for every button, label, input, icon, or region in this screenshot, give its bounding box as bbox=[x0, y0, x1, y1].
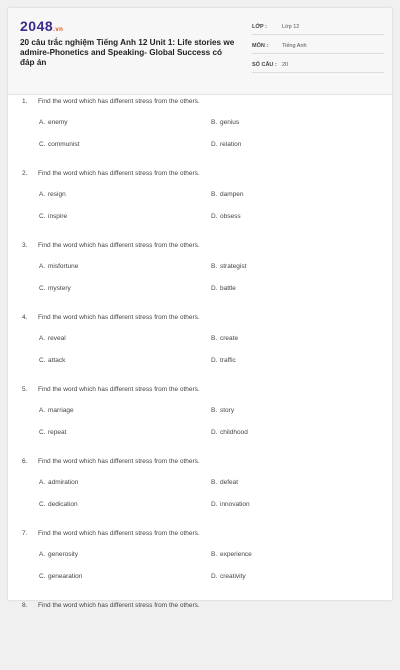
question-item bbox=[8, 238, 392, 310]
question-number: 7. bbox=[22, 529, 28, 537]
option-letter: B. bbox=[211, 478, 218, 486]
answer-option[interactable] bbox=[211, 404, 234, 416]
question-number: 2. bbox=[22, 169, 28, 177]
option-letter: B. bbox=[211, 406, 218, 414]
answer-option[interactable] bbox=[211, 354, 236, 366]
question-text: Find the word which has different stress from the others. bbox=[38, 313, 200, 321]
question-text: Find the word which has different stress from the others. bbox=[38, 457, 200, 465]
option-text: create bbox=[220, 334, 239, 342]
answer-option[interactable] bbox=[39, 116, 68, 128]
option-letter: A. bbox=[39, 406, 46, 414]
question-text: Find the word which has different stress from the others. bbox=[38, 385, 200, 393]
site-logo[interactable] bbox=[20, 18, 63, 34]
option-letter: D. bbox=[211, 500, 218, 508]
answer-option[interactable] bbox=[211, 498, 250, 510]
answer-option[interactable] bbox=[39, 476, 78, 488]
option-text: communist bbox=[48, 140, 80, 148]
option-text: creativity bbox=[220, 572, 246, 580]
question-number: 5. bbox=[22, 385, 28, 393]
option-text: marriage bbox=[48, 406, 74, 414]
option-text: experience bbox=[220, 550, 252, 558]
question-stem bbox=[22, 382, 200, 396]
answer-option[interactable] bbox=[39, 138, 79, 150]
option-text: genearation bbox=[48, 572, 83, 580]
option-letter: C. bbox=[39, 500, 46, 508]
logo-suffix: .vn bbox=[53, 27, 64, 33]
answer-option[interactable] bbox=[211, 332, 238, 344]
option-text: obsess bbox=[220, 212, 241, 220]
worksheet bbox=[8, 8, 392, 609]
answer-option[interactable] bbox=[39, 548, 78, 560]
answer-option[interactable] bbox=[211, 210, 241, 222]
question-number: 4. bbox=[22, 313, 28, 321]
meta-value: Tiếng Anh bbox=[282, 43, 307, 49]
option-letter: A. bbox=[39, 262, 46, 270]
option-letter: A. bbox=[39, 550, 46, 558]
answer-option[interactable] bbox=[39, 426, 66, 438]
answer-option[interactable] bbox=[39, 570, 82, 582]
question-text: Find the word which has different stress from the others. bbox=[38, 97, 200, 105]
page-title: 20 câu trắc nghiệm Tiếng Anh 12 Unit 1: Life stories we admire-Phonetics and Speaking- Global Success có đáp án bbox=[20, 38, 235, 67]
option-letter: A. bbox=[39, 118, 46, 126]
option-text: inspire bbox=[48, 212, 68, 220]
question-item bbox=[8, 310, 392, 382]
answer-option[interactable] bbox=[39, 354, 65, 366]
option-text: misfortune bbox=[48, 262, 79, 270]
meta-row-class bbox=[252, 20, 384, 35]
option-letter: C. bbox=[39, 572, 46, 580]
question-number: 6. bbox=[22, 457, 28, 465]
question-stem bbox=[22, 94, 200, 108]
option-letter: D. bbox=[211, 572, 218, 580]
meta-value: Lớp 12 bbox=[282, 24, 300, 30]
option-text: innovation bbox=[220, 500, 250, 508]
question-item bbox=[8, 598, 392, 670]
question-number: 3. bbox=[22, 241, 28, 249]
option-letter: C. bbox=[39, 284, 46, 292]
answer-option[interactable] bbox=[211, 138, 241, 150]
question-stem bbox=[22, 526, 200, 540]
option-letter: D. bbox=[211, 212, 218, 220]
option-text: dampen bbox=[220, 190, 244, 198]
option-letter: B. bbox=[211, 262, 218, 270]
option-letter: C. bbox=[39, 140, 46, 148]
meta-label: MÔN : bbox=[252, 43, 269, 49]
answer-option[interactable] bbox=[39, 210, 67, 222]
option-text: enemy bbox=[48, 118, 68, 126]
option-letter: B. bbox=[211, 334, 218, 342]
option-letter: D. bbox=[211, 356, 218, 364]
option-letter: C. bbox=[39, 212, 46, 220]
question-stem bbox=[22, 598, 200, 612]
question-stem bbox=[22, 238, 200, 252]
option-text: mystery bbox=[48, 284, 71, 292]
option-letter: D. bbox=[211, 284, 218, 292]
answer-option[interactable] bbox=[211, 476, 238, 488]
question-text: Find the word which has different stress from the others. bbox=[38, 601, 200, 609]
option-letter: D. bbox=[211, 140, 218, 148]
question-text: Find the word which has different stress from the others. bbox=[38, 169, 200, 177]
answer-option[interactable] bbox=[39, 404, 74, 416]
answer-option[interactable] bbox=[211, 260, 246, 272]
question-text: Find the word which has different stress from the others. bbox=[38, 529, 200, 537]
question-item bbox=[8, 454, 392, 526]
meta-value: 20 bbox=[282, 62, 289, 68]
option-text: traffic bbox=[220, 356, 236, 364]
answer-option[interactable] bbox=[39, 188, 66, 200]
option-text: repeat bbox=[48, 428, 67, 436]
option-text: childhood bbox=[220, 428, 248, 436]
meta-panel bbox=[252, 20, 384, 77]
option-text: genius bbox=[220, 118, 240, 126]
question-number: 8. bbox=[22, 601, 28, 609]
answer-option[interactable] bbox=[211, 426, 248, 438]
option-text: generosity bbox=[48, 550, 78, 558]
answer-option[interactable] bbox=[39, 332, 66, 344]
option-text: resign bbox=[48, 190, 66, 198]
meta-label: SỐ CÂU : bbox=[252, 62, 277, 68]
answer-option[interactable] bbox=[211, 188, 244, 200]
answer-option[interactable] bbox=[39, 260, 78, 272]
option-text: admiration bbox=[48, 478, 79, 486]
question-stem bbox=[22, 166, 200, 180]
question-number: 1. bbox=[22, 97, 28, 105]
question-text: Find the word which has different stress from the others. bbox=[38, 241, 200, 249]
question-item bbox=[8, 526, 392, 598]
option-letter: C. bbox=[39, 356, 46, 364]
option-letter: B. bbox=[211, 190, 218, 198]
option-letter: D. bbox=[211, 428, 218, 436]
meta-label: LỚP : bbox=[252, 24, 267, 30]
option-letter: A. bbox=[39, 478, 46, 486]
answer-option[interactable] bbox=[211, 282, 236, 294]
answer-option[interactable] bbox=[211, 116, 239, 128]
question-item bbox=[8, 382, 392, 454]
logo-text: 2048 bbox=[20, 18, 54, 34]
option-text: attack bbox=[48, 356, 66, 364]
question-stem bbox=[22, 454, 200, 468]
question-item bbox=[8, 166, 392, 238]
question-stem bbox=[22, 310, 200, 324]
answer-option[interactable] bbox=[39, 498, 78, 510]
option-text: story bbox=[220, 406, 235, 414]
answer-option[interactable] bbox=[211, 570, 246, 582]
option-letter: A. bbox=[39, 190, 46, 198]
question-item bbox=[8, 94, 392, 166]
option-text: reveal bbox=[48, 334, 66, 342]
option-text: dedication bbox=[48, 500, 78, 508]
option-letter: A. bbox=[39, 334, 46, 342]
answer-option[interactable] bbox=[211, 548, 252, 560]
option-text: relation bbox=[220, 140, 242, 148]
option-letter: B. bbox=[211, 118, 218, 126]
meta-row-subject bbox=[252, 39, 384, 54]
meta-row-count bbox=[252, 58, 384, 73]
option-text: battle bbox=[220, 284, 236, 292]
option-text: defeat bbox=[220, 478, 239, 486]
option-letter: B. bbox=[211, 550, 218, 558]
worksheet-header bbox=[8, 8, 392, 95]
option-text: strategist bbox=[220, 262, 247, 270]
option-letter: C. bbox=[39, 428, 46, 436]
answer-option[interactable] bbox=[39, 282, 71, 294]
